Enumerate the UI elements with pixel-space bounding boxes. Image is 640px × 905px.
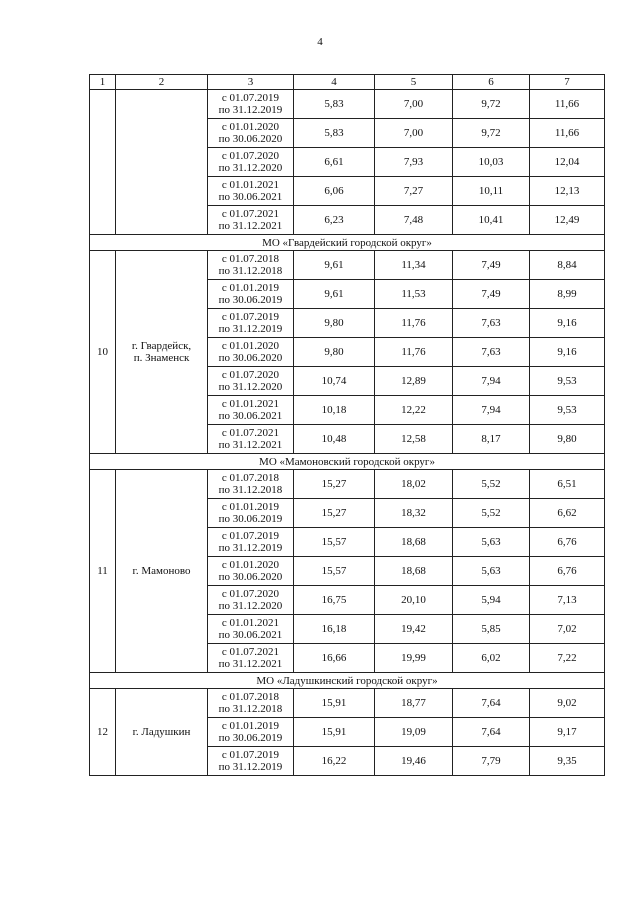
period-to: по 31.12.2019 <box>218 761 283 773</box>
value-cell: 6,76 <box>530 528 605 557</box>
value-cell: 8,17 <box>453 425 530 454</box>
value-cell: 11,66 <box>530 90 605 119</box>
period-from: с 01.01.2019 <box>221 501 280 513</box>
value-cell: 11,66 <box>530 119 605 148</box>
value-cell: 19,09 <box>375 718 453 747</box>
period-cell <box>208 367 294 396</box>
locality-name: п. Знаменск <box>133 352 190 364</box>
value-cell: 16,75 <box>294 586 375 615</box>
section-row <box>90 454 605 470</box>
value-cell: 7,22 <box>530 644 605 673</box>
value-cell: 15,57 <box>294 557 375 586</box>
period-from: с 01.01.2020 <box>221 340 280 352</box>
value-cell: 12,58 <box>375 425 453 454</box>
value-cell: 16,18 <box>294 615 375 644</box>
section-row <box>90 673 605 689</box>
period-to: по 31.12.2020 <box>218 381 283 393</box>
period-to: по 31.12.2018 <box>218 265 283 277</box>
value-cell: 19,99 <box>375 644 453 673</box>
table-row <box>90 90 605 119</box>
section-title: МО «Гвардейский городской округ» <box>90 235 605 251</box>
value-cell: 6,51 <box>530 470 605 499</box>
section-title: МО «Ладушкинский городской округ» <box>90 673 605 689</box>
value-cell: 11,76 <box>375 309 453 338</box>
value-cell: 7,94 <box>453 367 530 396</box>
value-cell: 6,62 <box>530 499 605 528</box>
value-cell: 16,22 <box>294 747 375 776</box>
value-cell: 9,17 <box>530 718 605 747</box>
value-cell: 18,02 <box>375 470 453 499</box>
period-from: с 01.07.2018 <box>221 253 280 265</box>
value-cell: 9,80 <box>530 425 605 454</box>
period-to: по 30.06.2019 <box>218 513 283 525</box>
period-from: с 01.07.2019 <box>221 311 280 323</box>
value-cell: 5,63 <box>453 528 530 557</box>
period-to: по 30.06.2021 <box>218 410 283 422</box>
value-cell: 6,23 <box>294 206 375 235</box>
period-from: с 01.01.2021 <box>221 617 280 629</box>
period-cell <box>208 280 294 309</box>
value-cell: 7,49 <box>453 251 530 280</box>
table-row <box>90 689 605 718</box>
period-cell <box>208 425 294 454</box>
period-cell <box>208 615 294 644</box>
period-cell <box>208 718 294 747</box>
value-cell: 9,72 <box>453 90 530 119</box>
value-cell: 15,57 <box>294 528 375 557</box>
period-from: с 01.01.2019 <box>221 282 280 294</box>
locality-name: г. Гвардейск, <box>131 340 192 352</box>
value-cell: 9,61 <box>294 280 375 309</box>
value-cell: 10,18 <box>294 396 375 425</box>
period-to: по 30.06.2020 <box>218 571 283 583</box>
value-cell: 15,27 <box>294 470 375 499</box>
value-cell: 8,84 <box>530 251 605 280</box>
period-to: по 30.06.2021 <box>218 191 283 203</box>
period-from: с 01.07.2019 <box>221 92 280 104</box>
value-cell: 18,32 <box>375 499 453 528</box>
period-from: с 01.01.2021 <box>221 179 280 191</box>
value-cell: 7,93 <box>375 148 453 177</box>
period-to: по 31.12.2019 <box>218 542 283 554</box>
value-cell: 9,16 <box>530 338 605 367</box>
value-cell: 9,80 <box>294 309 375 338</box>
period-from: с 01.07.2019 <box>221 749 280 761</box>
period-to: по 31.12.2021 <box>218 658 283 670</box>
row-number-cell: 12 <box>90 689 116 776</box>
value-cell: 15,27 <box>294 499 375 528</box>
value-cell: 7,49 <box>453 280 530 309</box>
value-cell: 7,00 <box>375 119 453 148</box>
period-cell <box>208 119 294 148</box>
period-from: с 01.01.2019 <box>221 720 280 732</box>
locality-cell <box>116 251 208 454</box>
period-from: с 01.07.2020 <box>221 588 280 600</box>
period-to: по 31.12.2020 <box>218 600 283 612</box>
period-from: с 01.07.2018 <box>221 691 280 703</box>
value-cell: 9,61 <box>294 251 375 280</box>
column-header: 1 <box>90 75 116 90</box>
period-to: по 30.06.2019 <box>218 294 283 306</box>
period-to: по 31.12.2018 <box>218 703 283 715</box>
period-to: по 30.06.2020 <box>218 133 283 145</box>
period-cell <box>208 689 294 718</box>
period-cell <box>208 148 294 177</box>
value-cell: 12,89 <box>375 367 453 396</box>
period-to: по 30.06.2019 <box>218 732 283 744</box>
period-to: по 30.06.2021 <box>218 629 283 641</box>
value-cell: 9,53 <box>530 367 605 396</box>
value-cell: 7,64 <box>453 718 530 747</box>
period-from: с 01.07.2019 <box>221 530 280 542</box>
value-cell: 5,83 <box>294 119 375 148</box>
period-cell <box>208 206 294 235</box>
value-cell: 9,16 <box>530 309 605 338</box>
value-cell: 5,83 <box>294 90 375 119</box>
period-cell <box>208 557 294 586</box>
value-cell: 5,94 <box>453 586 530 615</box>
period-from: с 01.07.2020 <box>221 150 280 162</box>
period-cell <box>208 90 294 119</box>
value-cell: 6,76 <box>530 557 605 586</box>
value-cell: 9,80 <box>294 338 375 367</box>
value-cell: 9,35 <box>530 747 605 776</box>
period-cell <box>208 528 294 557</box>
value-cell: 11,76 <box>375 338 453 367</box>
value-cell: 7,79 <box>453 747 530 776</box>
value-cell: 10,41 <box>453 206 530 235</box>
locality-cell <box>116 470 208 673</box>
table-row <box>90 251 605 280</box>
locality-name: г. Ладушкин <box>132 726 191 738</box>
period-from: с 01.07.2018 <box>221 472 280 484</box>
value-cell: 19,42 <box>375 615 453 644</box>
period-from: с 01.01.2021 <box>221 398 280 410</box>
period-cell <box>208 644 294 673</box>
page-number: 4 <box>317 36 323 48</box>
value-cell: 7,94 <box>453 396 530 425</box>
value-cell: 11,53 <box>375 280 453 309</box>
value-cell: 5,85 <box>453 615 530 644</box>
row-number-cell: 10 <box>90 251 116 454</box>
period-cell <box>208 396 294 425</box>
period-to: по 31.12.2019 <box>218 104 283 116</box>
value-cell: 12,22 <box>375 396 453 425</box>
column-header: 4 <box>294 75 375 90</box>
value-cell: 10,03 <box>453 148 530 177</box>
section-row <box>90 235 605 251</box>
value-cell: 7,64 <box>453 689 530 718</box>
value-cell: 7,13 <box>530 586 605 615</box>
value-cell: 7,63 <box>453 338 530 367</box>
period-cell <box>208 338 294 367</box>
value-cell: 12,13 <box>530 177 605 206</box>
value-cell: 9,02 <box>530 689 605 718</box>
value-cell: 7,02 <box>530 615 605 644</box>
period-from: с 01.07.2021 <box>221 208 280 220</box>
column-header: 3 <box>208 75 294 90</box>
locality-cell <box>116 689 208 776</box>
period-to: по 31.12.2021 <box>218 439 283 451</box>
period-cell <box>208 470 294 499</box>
value-cell: 10,74 <box>294 367 375 396</box>
value-cell: 15,91 <box>294 689 375 718</box>
value-cell: 6,61 <box>294 148 375 177</box>
period-cell <box>208 309 294 338</box>
column-header: 2 <box>116 75 208 90</box>
value-cell: 7,63 <box>453 309 530 338</box>
locality-cell <box>116 90 208 235</box>
section-title: МО «Мамоновский городской округ» <box>90 454 605 470</box>
value-cell: 12,04 <box>530 148 605 177</box>
locality-name: г. Мамоново <box>132 565 191 577</box>
value-cell: 7,48 <box>375 206 453 235</box>
value-cell: 18,68 <box>375 528 453 557</box>
value-cell: 5,63 <box>453 557 530 586</box>
period-to: по 30.06.2020 <box>218 352 283 364</box>
value-cell: 12,49 <box>530 206 605 235</box>
period-to: по 31.12.2018 <box>218 484 283 496</box>
value-cell: 7,27 <box>375 177 453 206</box>
period-cell <box>208 747 294 776</box>
value-cell: 6,02 <box>453 644 530 673</box>
period-from: с 01.01.2020 <box>221 559 280 571</box>
value-cell: 10,48 <box>294 425 375 454</box>
period-from: с 01.07.2020 <box>221 369 280 381</box>
period-from: с 01.07.2021 <box>221 646 280 658</box>
column-header: 7 <box>530 75 605 90</box>
row-number-cell: 11 <box>90 470 116 673</box>
period-cell <box>208 499 294 528</box>
period-to: по 31.12.2019 <box>218 323 283 335</box>
value-cell: 6,06 <box>294 177 375 206</box>
value-cell: 11,34 <box>375 251 453 280</box>
tariff-table <box>89 74 605 776</box>
value-cell: 18,77 <box>375 689 453 718</box>
row-number-cell <box>90 90 116 235</box>
period-cell <box>208 177 294 206</box>
value-cell: 19,46 <box>375 747 453 776</box>
period-from: с 01.01.2020 <box>221 121 280 133</box>
period-to: по 31.12.2021 <box>218 220 283 232</box>
value-cell: 9,53 <box>530 396 605 425</box>
value-cell: 5,52 <box>453 470 530 499</box>
period-cell <box>208 251 294 280</box>
value-cell: 10,11 <box>453 177 530 206</box>
period-to: по 31.12.2020 <box>218 162 283 174</box>
value-cell: 7,00 <box>375 90 453 119</box>
value-cell: 16,66 <box>294 644 375 673</box>
value-cell: 18,68 <box>375 557 453 586</box>
value-cell: 15,91 <box>294 718 375 747</box>
value-cell: 5,52 <box>453 499 530 528</box>
table-row <box>90 470 605 499</box>
column-header: 6 <box>453 75 530 90</box>
table-header-row <box>90 75 605 90</box>
value-cell: 9,72 <box>453 119 530 148</box>
value-cell: 8,99 <box>530 280 605 309</box>
period-from: с 01.07.2021 <box>221 427 280 439</box>
column-header: 5 <box>375 75 453 90</box>
period-cell <box>208 586 294 615</box>
value-cell: 20,10 <box>375 586 453 615</box>
